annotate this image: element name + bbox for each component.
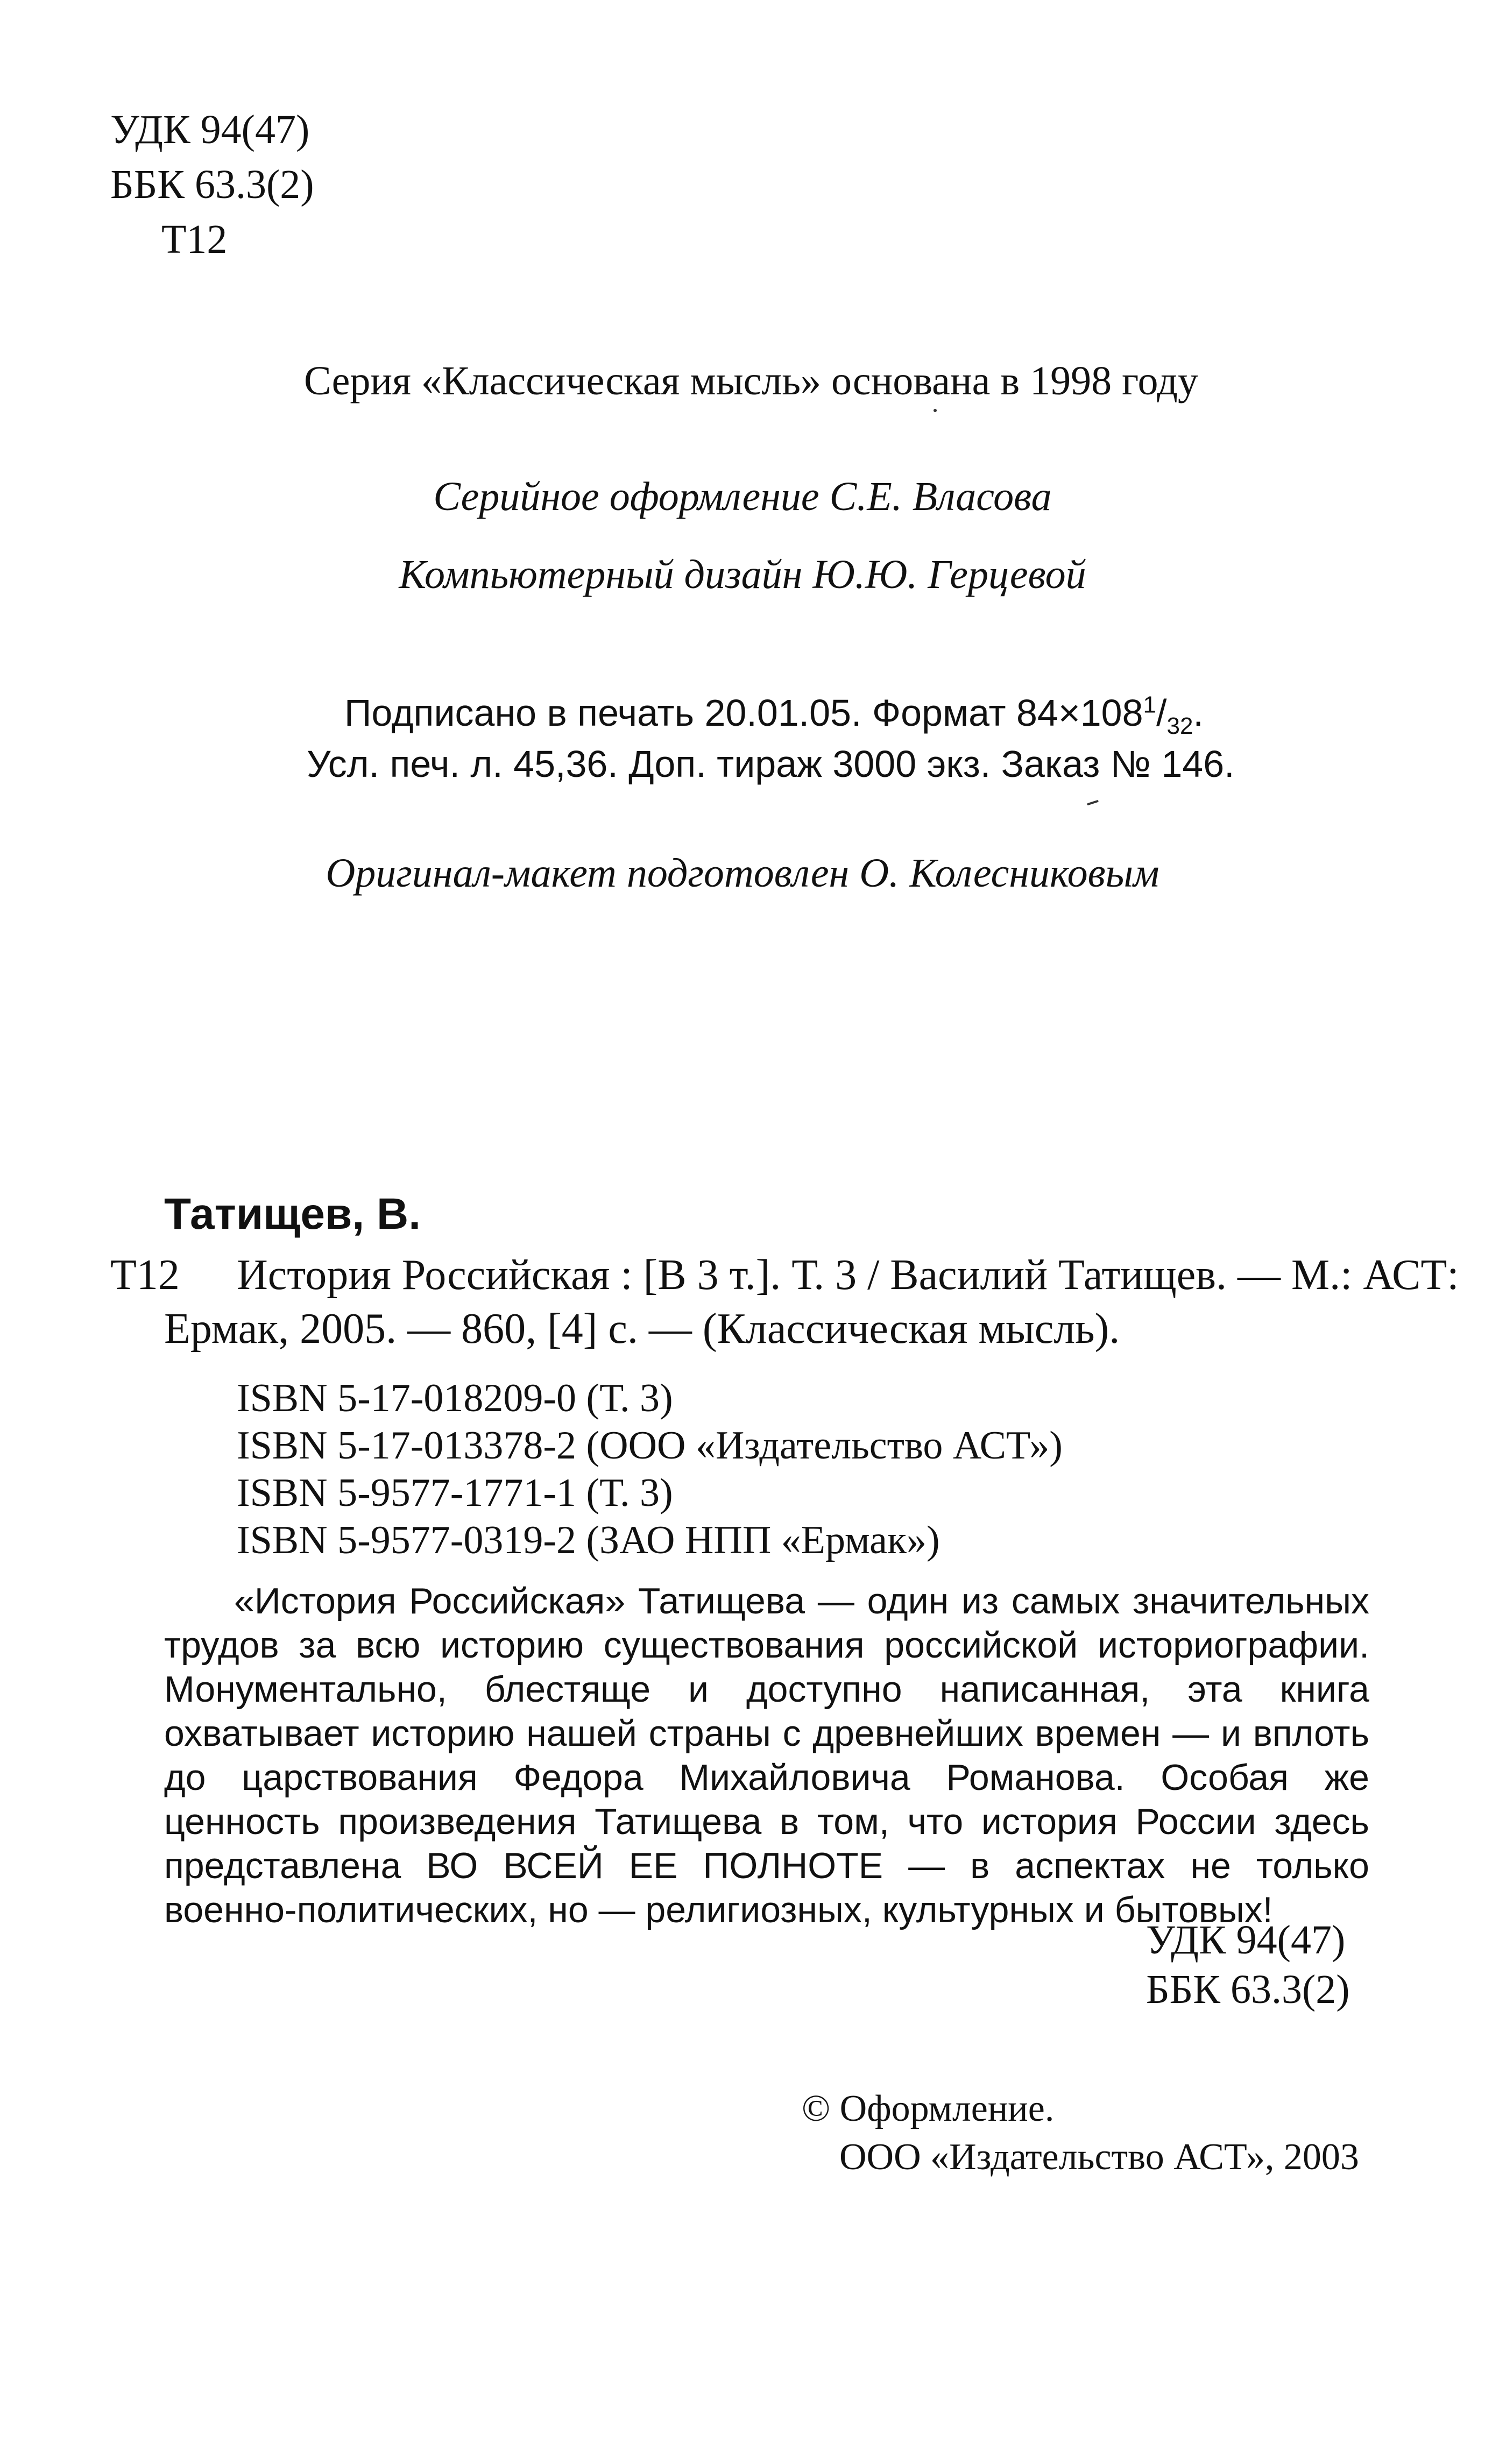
design-credit: Серийное оформление С.Е. Власова: [433, 474, 1052, 519]
print-speck: [1087, 800, 1099, 806]
format-fraction-denominator: 32: [1166, 713, 1193, 739]
book-annotation: [164, 1579, 1369, 1932]
top-classification-codes: [110, 102, 314, 267]
copyright-line-1: © Оформление.: [802, 2088, 1055, 2129]
catalog-author: Татищев, В.: [164, 1189, 421, 1238]
imprint-line-1-end: .: [1193, 692, 1204, 734]
isbn-item: ISBN 5-9577-1771-1 (Т. 3): [237, 1471, 673, 1515]
imprint-line-1: Подписано в печать 20.01.05. Формат $84\times 108^1/_{32}$.: [344, 691, 1204, 739]
bbk-code: ББК 63.3(2): [110, 162, 314, 207]
udk-code-bottom: УДК 94(47): [1146, 1917, 1346, 1963]
layout-credit: Оригинал-макет подготовлен О. Колесниковым: [326, 851, 1159, 896]
annotation-text: «История Российская» Татищева — один из самых значительных трудов за всю историю существования российской историографии. Монументально, блестяще и доступно написанная, эта книга охватывает историю нашей страны с древнейших времен — и вплоть до царствования Федора Михайловича Романова. Особая же ценность произведения Татищева в том, что история России здесь представлена ВО ВСЕЙ ЕЕ ПОЛНОТЕ — в аспектах не только военно-политических, но — религиозных, культурных и бытовых!: [164, 1581, 1369, 1930]
copyright-line-2: ООО «Издательство АСТ», 2003: [839, 2136, 1359, 2178]
isbn-item: ISBN 5-17-013378-2 (ООО «Издательство АСТ»): [237, 1424, 1063, 1468]
catalog-title-line-2: Ермак, 2005. — 860, [4] с. — (Классическая мысль).: [164, 1305, 1120, 1353]
isbn-list: [237, 1375, 1063, 1564]
series-statement: Серия «Классическая мысль» основана в 1998 году: [304, 358, 1198, 403]
isbn-item: ISBN 5-9577-0319-2 (ЗАО НПП «Ермак»): [237, 1518, 940, 1562]
catalog-author-mark: Т12: [110, 1251, 180, 1299]
bottom-classification-codes: [1146, 1915, 1350, 2014]
udk-code: УДК 94(47): [110, 107, 310, 152]
isbn-item: ISBN 5-17-018209-0 (Т. 3): [237, 1376, 673, 1420]
print-speck: [934, 409, 937, 412]
imprint-line-2: Усл. печ. л. 45,36. Доп. тираж 3000 экз. Заказ № 146.: [307, 743, 1235, 785]
bbk-code-bottom: ББК 63.3(2): [1146, 1967, 1350, 2012]
catalog-title-line-1: История Российская : [В 3 т.]. Т. 3 / Василий Татищев. — М.: АСТ:: [237, 1251, 1459, 1299]
imprint-line-1-text: Подписано в печать 20.01.05. Формат 84×108: [344, 692, 1143, 734]
format-fraction-numerator: 1: [1143, 691, 1157, 718]
computer-design-credit: Компьютерный дизайн Ю.Ю. Герцевой: [399, 552, 1086, 597]
author-mark: Т12: [161, 217, 228, 262]
